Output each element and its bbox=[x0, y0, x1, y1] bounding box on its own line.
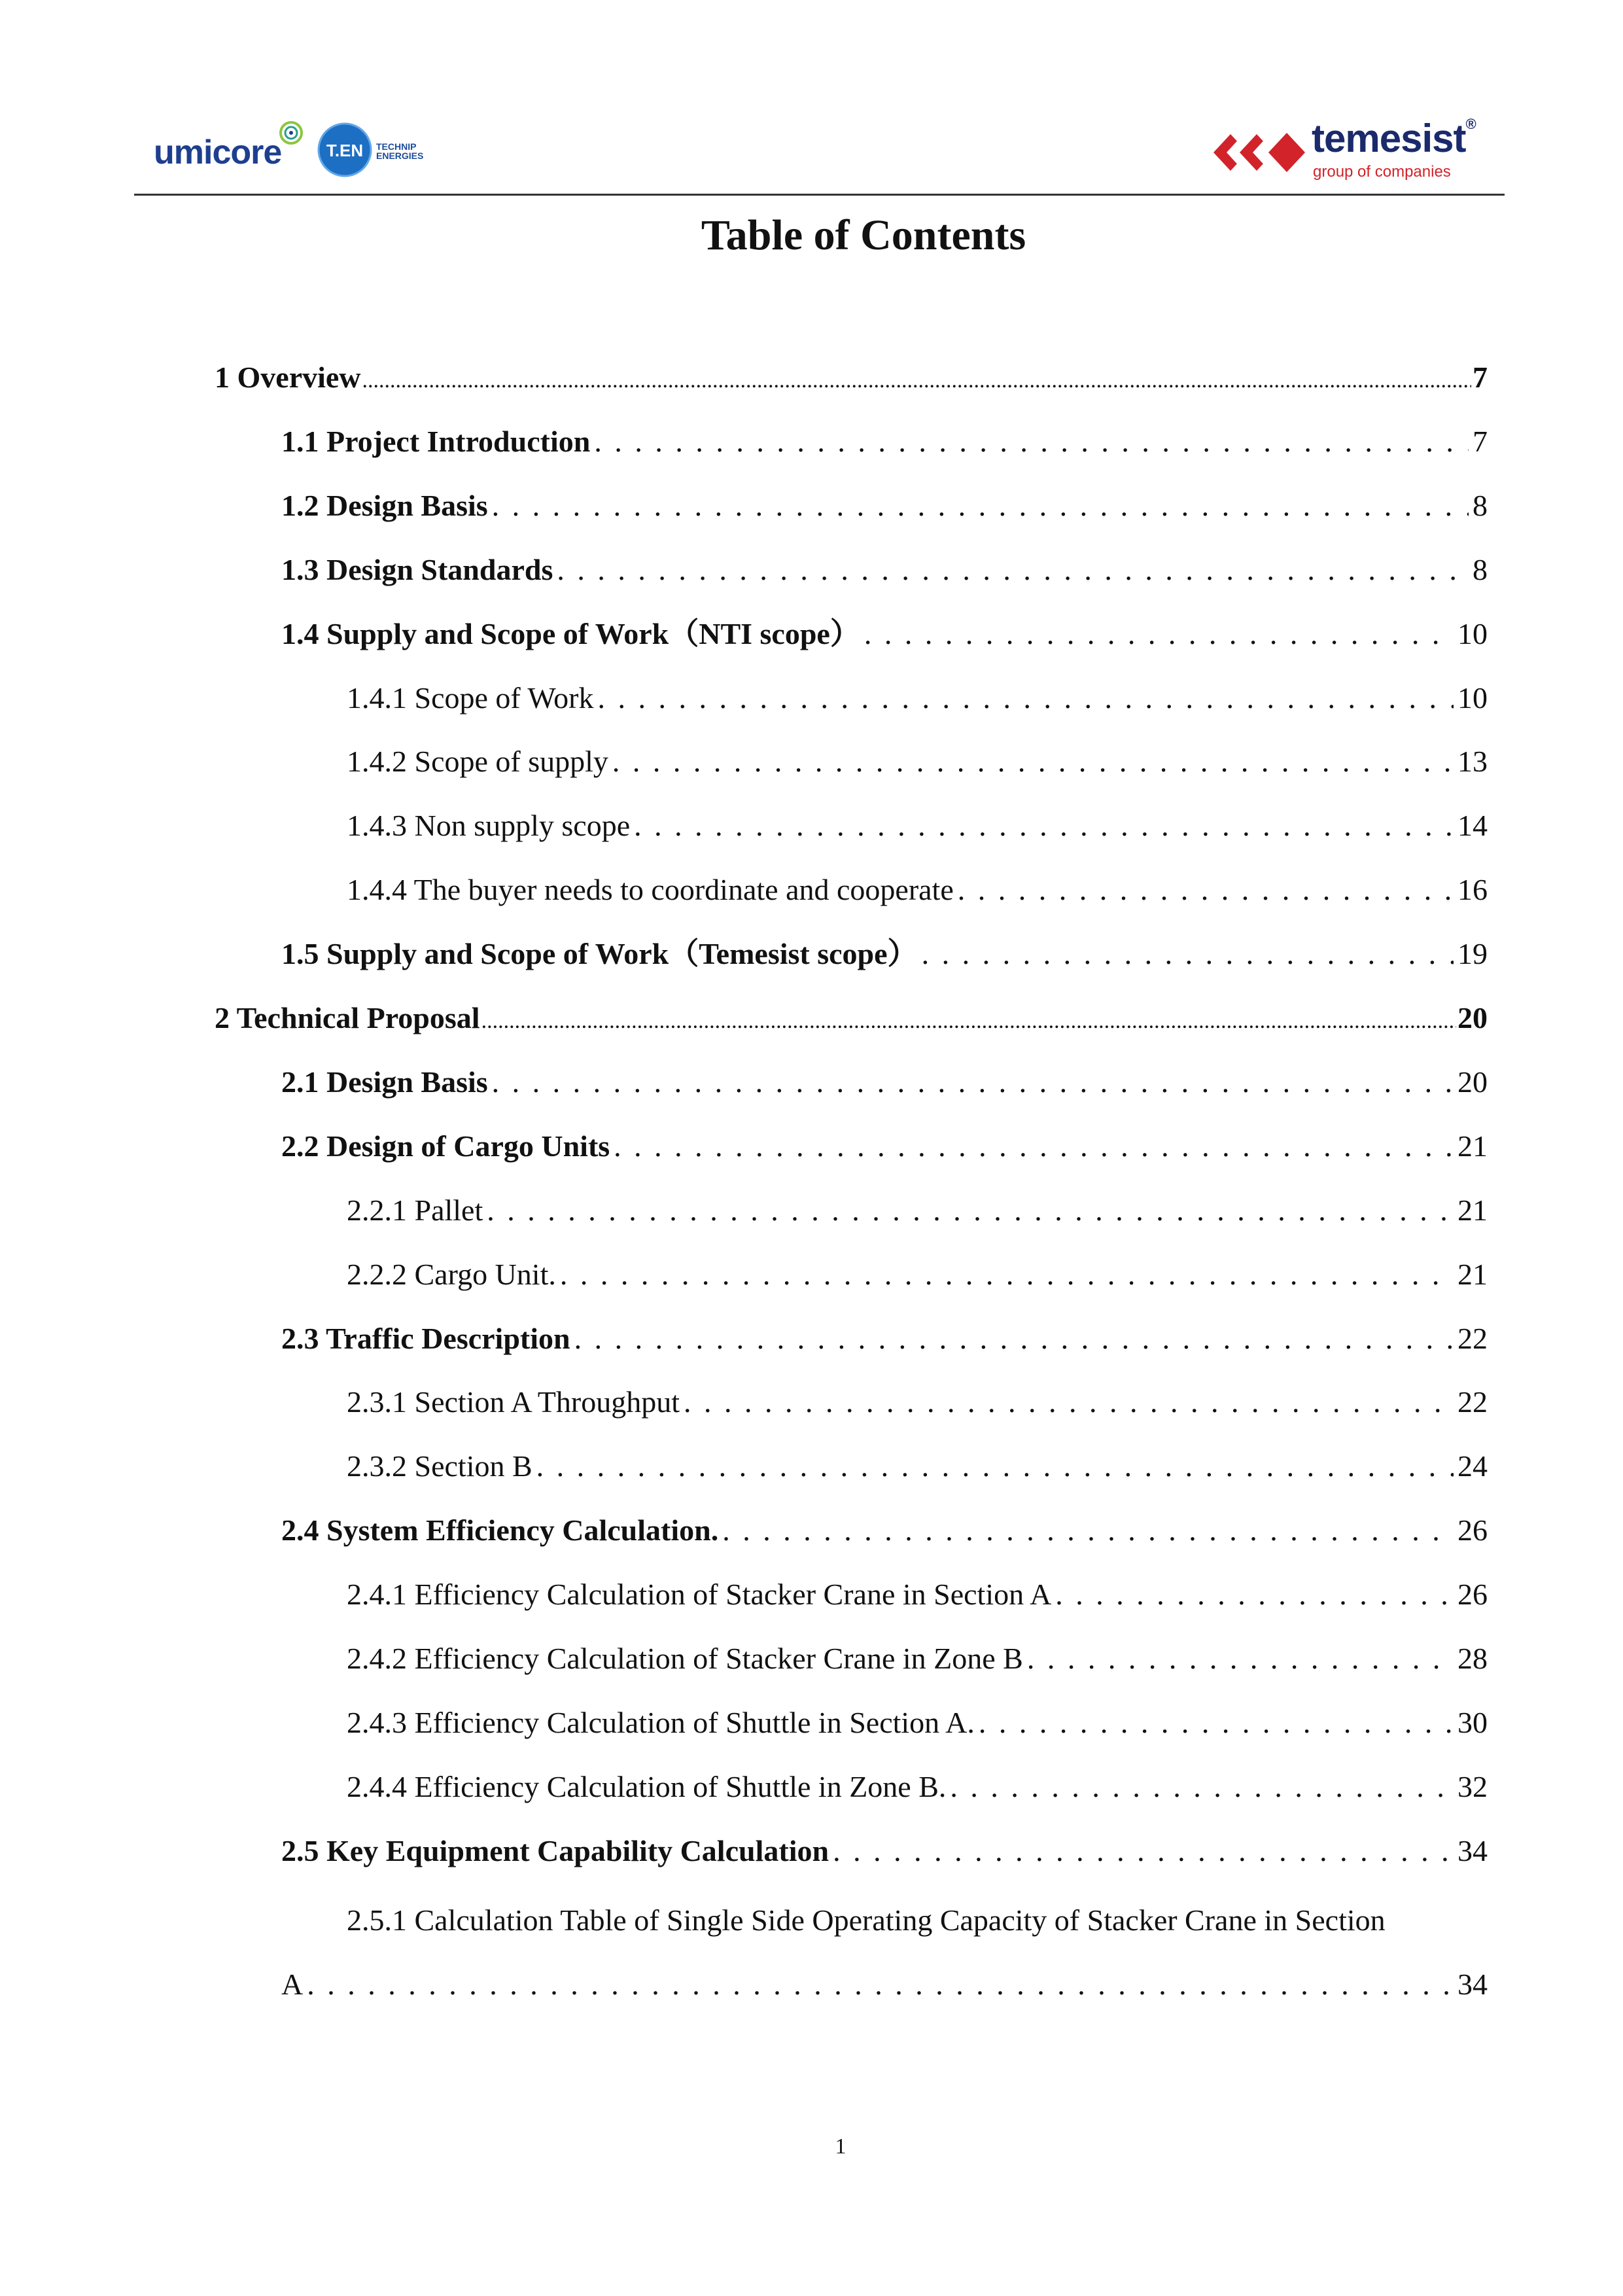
toc-entry-text: 1.4.2 Scope of supply bbox=[347, 745, 608, 778]
toc-page-number: 21 bbox=[1457, 1129, 1488, 1163]
toc-entry-wrapped-line2[interactable] bbox=[281, 1962, 1488, 2007]
toc-page-number: 10 bbox=[1457, 681, 1488, 715]
toc-entry-text: 2.2 Design of Cargo Units bbox=[281, 1129, 610, 1163]
toc-page-number: 34 bbox=[1457, 1968, 1488, 2001]
toc-entry-text: 2.2.1 Pallet bbox=[347, 1193, 483, 1227]
toc-entry-text: 2.1 Design Basis bbox=[281, 1065, 488, 1099]
toc-entry-text: 1.1 Project Introduction bbox=[281, 425, 591, 458]
toc-entry-text: 2.5 Key Equipment Capability Calculation bbox=[281, 1834, 829, 1867]
temesist-tagline: group of companies bbox=[1313, 163, 1451, 181]
ten-wordmark-line2: ENERGIES bbox=[376, 150, 424, 161]
temesist-wordmark bbox=[1312, 116, 1476, 161]
temesist-name: temesist bbox=[1312, 116, 1466, 160]
toc-entry[interactable] bbox=[347, 1572, 1488, 1617]
toc-entry[interactable] bbox=[347, 1636, 1488, 1682]
toc-entry-text: A bbox=[281, 1968, 304, 2001]
toc-page-number: 26 bbox=[1457, 1578, 1488, 1611]
toc-entry[interactable] bbox=[281, 931, 1488, 977]
toc-entry-text: 2.3 Traffic Description bbox=[281, 1322, 570, 1355]
toc-entry-text: 2.4.3 Efficiency Calculation of Shuttle in Section A. bbox=[347, 1706, 975, 1739]
toc-page-number: 13 bbox=[1457, 745, 1488, 778]
toc-entry-text: 1.2 Design Basis bbox=[281, 489, 488, 522]
ten-badge-icon bbox=[317, 122, 372, 177]
toc-leader-dots bbox=[362, 355, 1471, 404]
toc-leader-dots bbox=[1055, 1572, 1454, 1617]
toc-entry-text: 2.4.1 Efficiency Calculation of Stacker Crane in Section A bbox=[347, 1578, 1052, 1611]
toc-entry-text: 2.4.4 Efficiency Calculation of Shuttle in Zone B. bbox=[347, 1770, 947, 1803]
page-number: 1 bbox=[835, 2134, 846, 2159]
toc-page-number: 8 bbox=[1473, 553, 1488, 586]
toc-page-number: 30 bbox=[1457, 1706, 1488, 1739]
toc-leader-dots bbox=[722, 1508, 1454, 1553]
toc-leader-dots bbox=[492, 1059, 1454, 1105]
toc-entry[interactable] bbox=[281, 483, 1488, 529]
toc-leader-dots bbox=[597, 675, 1454, 721]
toc-entry[interactable] bbox=[347, 1188, 1488, 1233]
ten-wordmark bbox=[376, 142, 423, 160]
toc-leader-dots bbox=[574, 1316, 1454, 1362]
toc-page-number: 7 bbox=[1473, 361, 1488, 394]
umicore-wordmark: umicore bbox=[154, 133, 282, 171]
toc-page-number: 7 bbox=[1473, 425, 1488, 458]
toc-leader-dots bbox=[536, 1443, 1454, 1489]
temesist-registered-mark: ® bbox=[1465, 116, 1476, 132]
toc-leader-dots bbox=[307, 1962, 1454, 2007]
toc-entry-text: 2.3.2 Section B bbox=[347, 1449, 532, 1483]
toc-entry[interactable] bbox=[281, 611, 1488, 657]
toc-entry[interactable] bbox=[347, 1700, 1488, 1746]
toc-entry[interactable] bbox=[347, 739, 1488, 785]
toc-leader-dots bbox=[684, 1379, 1454, 1425]
toc-leader-dots bbox=[487, 1188, 1454, 1233]
toc-page-number: 19 bbox=[1457, 937, 1488, 970]
toc-leader-dots bbox=[958, 867, 1454, 913]
toc-entry[interactable] bbox=[281, 419, 1488, 465]
toc-entry-text: 1.5 Supply and Scope of Work（Temesist scope） bbox=[281, 937, 918, 970]
toc-leader-dots bbox=[557, 547, 1469, 593]
toc-entry-text: 1 Overview bbox=[215, 361, 361, 394]
toc-leader-dots bbox=[612, 739, 1454, 785]
toc-entry[interactable] bbox=[215, 995, 1488, 1041]
toc-entry-text: 1.4 Supply and Scope of Work（NTI scope） bbox=[281, 617, 860, 650]
ten-wordmark-line1: TECHNIP bbox=[376, 141, 417, 152]
toc-entry[interactable] bbox=[347, 675, 1488, 721]
toc-entry[interactable] bbox=[281, 1508, 1488, 1553]
toc-entry-text: 1.4.4 The buyer needs to coordinate and cooperate bbox=[347, 873, 954, 906]
toc-page-number: 14 bbox=[1457, 809, 1488, 842]
temesist-diamond-icon bbox=[1213, 126, 1312, 179]
toc-entry-text: 2 Technical Proposal bbox=[215, 1001, 480, 1034]
toc-leader-dots bbox=[922, 931, 1454, 977]
toc-entry[interactable] bbox=[215, 355, 1488, 400]
toc-entry[interactable] bbox=[347, 867, 1488, 913]
umicore-ten-logo bbox=[154, 115, 428, 183]
toc-page-number: 32 bbox=[1457, 1770, 1488, 1803]
toc-page-number: 10 bbox=[1457, 617, 1488, 650]
toc-entry[interactable] bbox=[281, 1123, 1488, 1169]
toc-entry[interactable] bbox=[347, 1443, 1488, 1489]
toc-entry[interactable] bbox=[281, 1316, 1488, 1362]
page-title: Table of Contents bbox=[701, 211, 1026, 259]
ten-badge-label: T.EN bbox=[326, 141, 364, 160]
toc-leader-dots bbox=[833, 1828, 1454, 1874]
toc-page-number: 28 bbox=[1457, 1642, 1488, 1675]
toc-leader-dots bbox=[614, 1123, 1454, 1169]
toc-leader-dots bbox=[594, 419, 1469, 465]
toc-leader-dots bbox=[1027, 1636, 1454, 1682]
toc-leader-dots bbox=[864, 611, 1454, 657]
toc-entry-wrapped-line1[interactable]: 2.5.1 Calculation Table of Single Side Operating Capacity of Stacker Crane in Section bbox=[347, 1903, 1386, 1937]
toc-entry[interactable] bbox=[347, 1379, 1488, 1425]
toc-entry-text: 2.4 System Efficiency Calculation. bbox=[281, 1513, 719, 1547]
toc-entry-text: 1.4.3 Non supply scope bbox=[347, 809, 631, 842]
toc-page-number: 34 bbox=[1457, 1834, 1488, 1867]
toc-leader-dots bbox=[634, 803, 1454, 849]
page-header bbox=[134, 108, 1505, 196]
toc-page-number: 24 bbox=[1457, 1449, 1488, 1483]
toc-entry[interactable] bbox=[347, 1252, 1488, 1298]
toc-entry-text: 1.3 Design Standards bbox=[281, 553, 553, 586]
toc-leader-dots bbox=[481, 995, 1456, 1044]
umicore-swirl-icon bbox=[278, 120, 304, 146]
toc-entry[interactable] bbox=[281, 1059, 1488, 1105]
toc-page-number: 26 bbox=[1457, 1513, 1488, 1547]
toc-page-number: 22 bbox=[1457, 1385, 1488, 1419]
toc-entry[interactable] bbox=[347, 803, 1488, 849]
toc-leader-dots bbox=[950, 1764, 1454, 1810]
toc-page-number: 21 bbox=[1457, 1258, 1488, 1291]
toc-leader-dots bbox=[560, 1252, 1454, 1298]
toc-entry-text: 2.4.2 Efficiency Calculation of Stacker Crane in Zone B bbox=[347, 1642, 1023, 1675]
toc-page-number: 8 bbox=[1473, 489, 1488, 522]
header-divider bbox=[134, 194, 1505, 196]
toc-entry-text: 1.4.1 Scope of Work bbox=[347, 681, 594, 715]
toc-leader-dots bbox=[979, 1700, 1454, 1746]
toc-entry[interactable] bbox=[347, 1764, 1488, 1810]
toc-entry[interactable] bbox=[281, 547, 1488, 593]
toc-page-number: 20 bbox=[1457, 1001, 1488, 1034]
toc-page-number: 21 bbox=[1457, 1193, 1488, 1227]
toc-entry[interactable] bbox=[281, 1828, 1488, 1874]
toc-page-number: 16 bbox=[1457, 873, 1488, 906]
toc-page-number: 20 bbox=[1457, 1065, 1488, 1099]
toc-entry-text: 2.3.1 Section A Throughput bbox=[347, 1385, 680, 1419]
toc-entry-text: 2.2.2 Cargo Unit. bbox=[347, 1258, 556, 1291]
toc-page-number: 22 bbox=[1457, 1322, 1488, 1355]
temesist-logo bbox=[1213, 116, 1476, 181]
toc-leader-dots bbox=[492, 483, 1469, 529]
